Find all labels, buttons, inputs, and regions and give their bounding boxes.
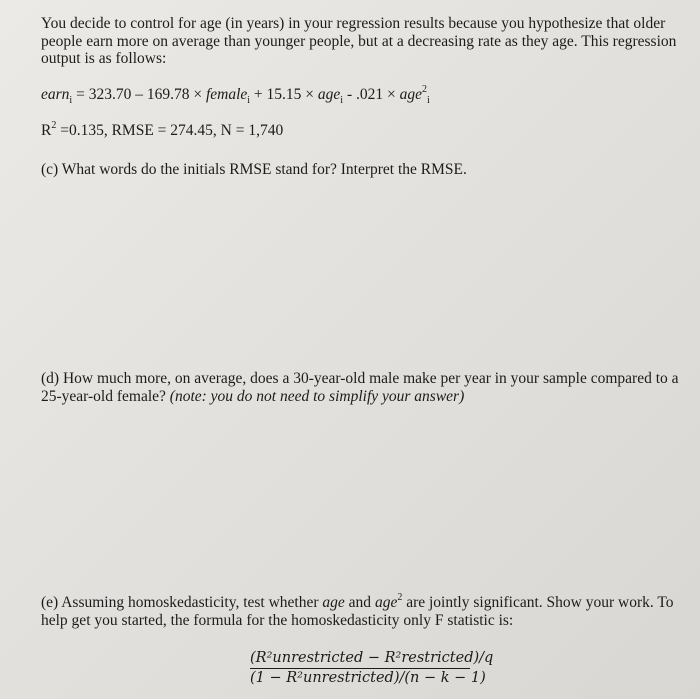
question-c: (c) What words do the initials RMSE stand for? Interpret the RMSE. <box>41 161 467 178</box>
question-e-and: and <box>344 594 375 611</box>
question-e-p1: (e) Assuming homoskedasticity, test whether <box>41 594 323 611</box>
formula-denominator: (1 − R²unrestricted)/(n − k − 1) <box>250 670 486 686</box>
eq-age-sub: i <box>340 95 344 107</box>
eq-age-coef: + 15.15 × <box>250 86 318 103</box>
stats-r: R <box>41 122 52 139</box>
eq-var-age: age <box>317 86 341 103</box>
question-d-note: (note: you do not need to simplify your answer) <box>169 388 465 405</box>
regression-stats <box>41 122 283 140</box>
eq-intercept: = 323.70 – 169.78 × <box>72 86 206 103</box>
formula-numerator: (R²unrestricted − R²restricted)/q <box>250 650 494 666</box>
eq-female-sub: i <box>247 95 251 107</box>
stats-r-sup: 2 <box>51 120 57 131</box>
eq-var-female: female <box>205 86 248 103</box>
eq-agesq-sub: i <box>427 95 430 107</box>
eq-agesq-coef: - .021 × <box>343 86 400 103</box>
question-e-age2-sup: 2 <box>397 592 403 603</box>
eq-lhs: earn <box>41 86 70 103</box>
eq-var-agesq: age <box>399 86 422 103</box>
question-e-age: age <box>322 594 345 611</box>
question-e-age2: age <box>374 594 398 611</box>
intro-paragraph: You decide to control for age (in years) in your regression results because you hypothesize that older people earn more on average than younger people, but at a decreasing rate as they age. This regression output is as follows: <box>41 15 677 67</box>
question-d <box>41 370 686 406</box>
question-e-p2: are jointly significant. Show your work. To help get you started, the formula for the homoskedasticity only F statistic is: <box>41 594 674 629</box>
eq-agesq-sup: 2 <box>422 84 427 95</box>
question-e <box>41 594 686 630</box>
stats-values: =0.135, RMSE = 274.45, N = 1,740 <box>56 122 284 139</box>
question-d-text: (d) How much more, on average, does a 30-year-old male make per year in your sample compared to a 25-year-old female? <box>41 370 679 405</box>
regression-equation <box>41 86 430 106</box>
f-statistic-formula <box>250 650 494 686</box>
eq-lhs-sub: i <box>69 95 73 107</box>
